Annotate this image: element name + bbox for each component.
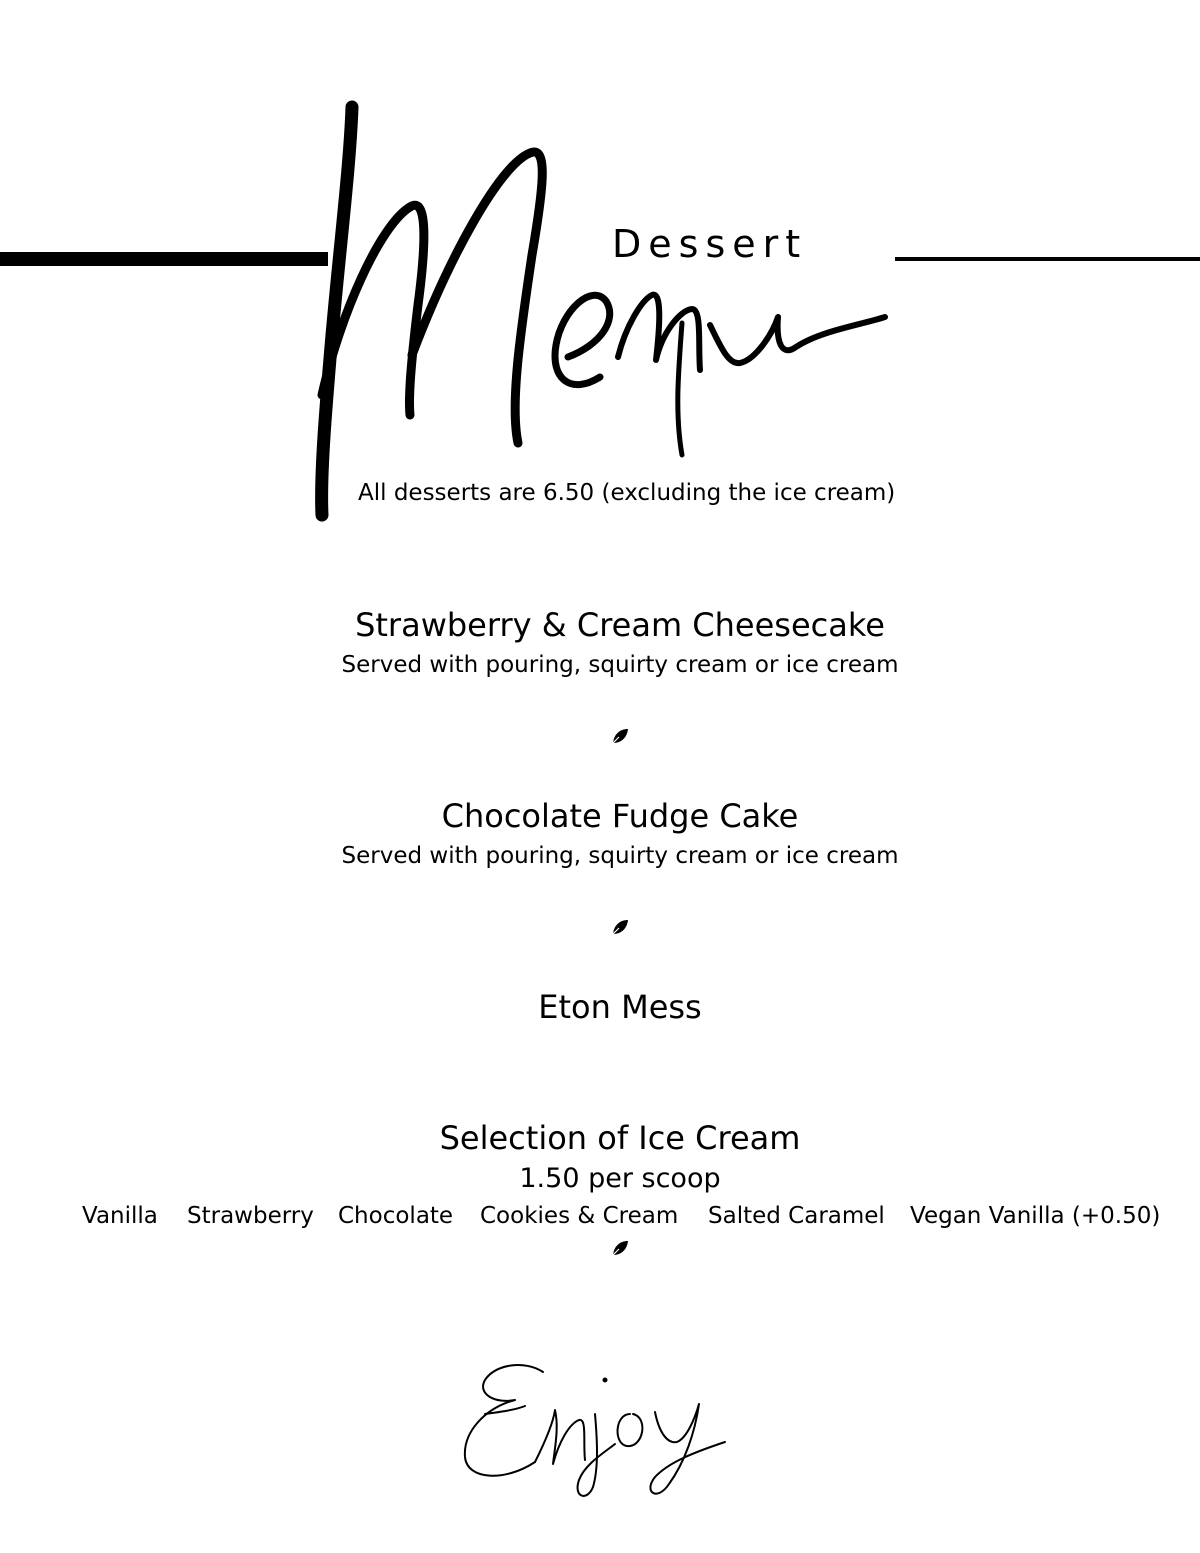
- leaf-icon: [610, 726, 630, 746]
- flavour-item: Chocolate: [338, 1203, 454, 1229]
- flavour-item: Cookies & Cream: [480, 1203, 679, 1229]
- flavour-item: Vegan Vanilla (+0.50): [910, 1203, 1161, 1229]
- enjoy-script-signoff: [455, 1352, 735, 1502]
- menu-subtitle: All desserts are 6.50 (excluding the ice cream): [358, 480, 896, 506]
- leaf-icon: [610, 1238, 630, 1258]
- menu-script-title: [300, 95, 900, 525]
- header-rule-left: [0, 252, 328, 266]
- item-description-cheesecake: Served with pouring, squirty cream or ice cream: [341, 652, 899, 678]
- item-title-eton-mess: Eton Mess: [538, 988, 702, 1026]
- header-rule-right: [895, 257, 1200, 261]
- flavour-item: Strawberry: [187, 1203, 314, 1229]
- ice-cream-price: 1.50 per scoop: [519, 1163, 721, 1194]
- leaf-icon: [610, 917, 630, 937]
- item-description-fudge-cake: Served with pouring, squirty cream or ice cream: [341, 843, 899, 869]
- flavour-item: Salted Caramel: [708, 1203, 885, 1229]
- item-title-ice-cream: Selection of Ice Cream: [439, 1119, 801, 1157]
- menu-overline: Dessert: [612, 222, 808, 266]
- item-title-fudge-cake: Chocolate Fudge Cake: [441, 797, 799, 835]
- flavour-item: Vanilla: [82, 1203, 158, 1229]
- item-title-cheesecake: Strawberry & Cream Cheesecake: [355, 606, 885, 644]
